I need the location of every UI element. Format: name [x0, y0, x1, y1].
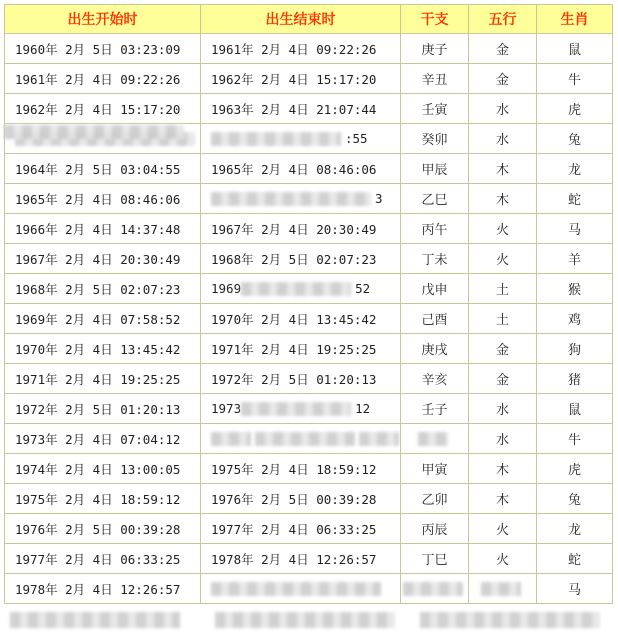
ganzhi-cell	[401, 454, 469, 484]
end-time-cell	[201, 184, 401, 214]
ganzhi-cell	[401, 124, 469, 154]
end-time: 1965年 2月 4日 08:46:06	[211, 161, 377, 177]
table-row	[5, 184, 613, 214]
shengxiao: 牛	[567, 433, 581, 448]
start-time-cell	[5, 214, 201, 244]
ganzhi-cell	[401, 244, 469, 274]
end-time-cell	[201, 304, 401, 334]
ganzhi-cell	[401, 304, 469, 334]
end-time-cell	[201, 214, 401, 244]
start-time-cell	[5, 34, 201, 64]
ganzhi: 壬寅	[421, 103, 448, 118]
start-time-cell	[5, 304, 201, 334]
shengxiao: 马	[567, 223, 581, 238]
shengxiao: 兔	[567, 133, 581, 148]
end-time-tail: 52	[355, 280, 371, 296]
wuxing: 火	[495, 553, 509, 568]
shengxiao: 虎	[567, 103, 581, 118]
end-time-cell	[201, 274, 401, 304]
shengxiao-cell	[537, 214, 613, 244]
start-time: 1967年 2月 4日 20:30:49	[15, 251, 181, 267]
ganzhi-cell	[401, 574, 469, 604]
ganzhi-cell	[401, 34, 469, 64]
table-row	[5, 514, 613, 544]
end-time: 1962年 2月 4日 15:17:20	[211, 71, 377, 87]
table-row	[5, 394, 613, 424]
blur-mask	[241, 282, 351, 296]
end-time-cell	[201, 514, 401, 544]
blur-mask	[211, 192, 371, 206]
wuxing: 火	[495, 223, 509, 238]
wuxing: 土	[495, 283, 509, 298]
start-time: 1977年 2月 4日 06:33:25	[15, 551, 181, 567]
shengxiao: 牛	[567, 73, 581, 88]
shengxiao: 蛇	[567, 553, 581, 568]
table-row	[5, 214, 613, 244]
start-time: 1970年 2月 4日 13:45:42	[15, 341, 181, 357]
shengxiao: 猴	[567, 283, 581, 298]
blur-mask	[420, 612, 600, 628]
ganzhi: 己酉	[421, 313, 448, 328]
ganzhi-cell	[401, 484, 469, 514]
start-time-cell	[5, 364, 201, 394]
end-time: 1976年 2月 5日 00:39:28	[211, 491, 377, 507]
end-time-cell	[201, 64, 401, 94]
shengxiao: 兔	[567, 493, 581, 508]
wuxing: 木	[495, 193, 509, 208]
end-time: 1961年 2月 4日 09:22:26	[211, 41, 377, 57]
ganzhi-cell	[401, 394, 469, 424]
wuxing: 水	[495, 103, 509, 118]
wuxing: 金	[495, 73, 509, 88]
shengxiao: 狗	[567, 343, 581, 358]
shengxiao-cell	[537, 484, 613, 514]
shengxiao: 虎	[567, 463, 581, 478]
start-time: 1964年 2月 5日 03:04:55	[15, 161, 181, 177]
ganzhi-cell	[401, 334, 469, 364]
blur-mask	[241, 402, 351, 416]
ganzhi: 戊申	[421, 283, 448, 298]
blur-mask	[215, 612, 395, 628]
start-time-cell	[5, 64, 201, 94]
shengxiao-cell	[537, 154, 613, 184]
end-time: 1968年 2月 5日 02:07:23	[211, 251, 377, 267]
start-time: 1966年 2月 4日 14:37:48	[15, 221, 181, 237]
start-time-cell	[5, 334, 201, 364]
start-time-cell	[5, 424, 201, 454]
ganzhi: 癸卯	[421, 133, 448, 148]
end-time-cell	[201, 124, 401, 154]
blur-mask	[4, 125, 184, 139]
table-row	[5, 64, 613, 94]
blur-mask	[403, 582, 463, 596]
ganzhi: 甲辰	[421, 163, 448, 178]
blurred-region	[0, 120, 190, 144]
start-time: 1965年 2月 4日 08:46:06	[15, 191, 181, 207]
header-shengxiao: 生肖	[537, 5, 613, 34]
start-time: 1978年 2月 4日 12:26:57	[15, 581, 181, 597]
table-row	[5, 574, 613, 604]
ganzhi-cell	[401, 154, 469, 184]
ganzhi: 丙辰	[421, 523, 448, 538]
table-row	[5, 484, 613, 514]
start-time-cell	[5, 544, 201, 574]
wuxing: 水	[495, 403, 509, 418]
ganzhi: 壬子	[421, 403, 448, 418]
wuxing: 水	[495, 433, 509, 448]
wuxing-cell	[469, 394, 537, 424]
ganzhi-cell	[401, 274, 469, 304]
header-start: 出生开始时	[5, 5, 201, 34]
end-time: 1971年 2月 4日 19:25:25	[211, 341, 377, 357]
end-time-cell	[201, 34, 401, 64]
blur-mask	[255, 432, 355, 446]
blur-mask	[211, 132, 341, 146]
shengxiao-cell	[537, 64, 613, 94]
wuxing-cell	[469, 244, 537, 274]
start-time: 1976年 2月 5日 00:39:28	[15, 521, 181, 537]
end-time-cell	[201, 424, 401, 454]
wuxing-cell	[469, 184, 537, 214]
shengxiao-cell	[537, 514, 613, 544]
start-time: 1961年 2月 4日 09:22:26	[15, 71, 181, 87]
shengxiao-cell	[537, 544, 613, 574]
zodiac-table	[4, 4, 613, 604]
ganzhi: 庚子	[421, 43, 448, 58]
end-time-cell	[201, 154, 401, 184]
ganzhi-cell	[401, 364, 469, 394]
header-end: 出生结束时	[201, 5, 401, 34]
end-time: 1970年 2月 4日 13:45:42	[211, 311, 377, 327]
start-time-cell	[5, 244, 201, 274]
start-time-cell	[5, 454, 201, 484]
table-row	[5, 454, 613, 484]
shengxiao-cell	[537, 304, 613, 334]
shengxiao-cell	[537, 184, 613, 214]
table-row	[5, 544, 613, 574]
start-time: 1975年 2月 4日 18:59:12	[15, 491, 181, 507]
shengxiao-cell	[537, 424, 613, 454]
wuxing-cell	[469, 34, 537, 64]
wuxing-cell	[469, 364, 537, 394]
header-wuxing: 五行	[469, 5, 537, 34]
ganzhi-cell	[401, 424, 469, 454]
ganzhi: 辛亥	[421, 373, 448, 388]
wuxing-cell	[469, 514, 537, 544]
table-row	[5, 154, 613, 184]
table-row	[5, 274, 613, 304]
wuxing: 水	[495, 133, 509, 148]
table-row	[5, 94, 613, 124]
end-time-cell	[201, 94, 401, 124]
table-row	[5, 334, 613, 364]
shengxiao-cell	[537, 244, 613, 274]
ganzhi: 乙巳	[421, 193, 448, 208]
ganzhi-cell	[401, 64, 469, 94]
wuxing: 金	[495, 43, 509, 58]
blur-mask	[211, 432, 251, 446]
shengxiao-cell	[537, 574, 613, 604]
wuxing-cell	[469, 484, 537, 514]
wuxing-cell	[469, 214, 537, 244]
table-row	[5, 364, 613, 394]
blur-mask	[418, 432, 448, 446]
wuxing-cell	[469, 274, 537, 304]
wuxing-cell	[469, 424, 537, 454]
start-time: 1974年 2月 4日 13:00:05	[15, 461, 181, 477]
shengxiao: 龙	[567, 163, 581, 178]
shengxiao-cell	[537, 334, 613, 364]
start-time-cell	[5, 184, 201, 214]
start-time: 1972年 2月 5日 01:20:13	[15, 401, 181, 417]
start-time-cell	[5, 514, 201, 544]
wuxing-cell	[469, 64, 537, 94]
start-time: 1973年 2月 4日 07:04:12	[15, 431, 181, 447]
header-ganzhi: 干支	[401, 5, 469, 34]
zodiac-table-container	[4, 4, 612, 604]
start-time: 1962年 2月 4日 15:17:20	[15, 101, 181, 117]
shengxiao-cell	[537, 94, 613, 124]
shengxiao-cell	[537, 124, 613, 154]
blur-mask	[359, 432, 399, 446]
wuxing: 木	[495, 163, 509, 178]
shengxiao-cell	[537, 364, 613, 394]
wuxing-cell	[469, 544, 537, 574]
shengxiao: 马	[567, 583, 581, 598]
ganzhi: 辛丑	[421, 73, 448, 88]
shengxiao-cell	[537, 454, 613, 484]
ganzhi: 丁未	[421, 253, 448, 268]
wuxing: 火	[495, 253, 509, 268]
start-time-cell	[5, 574, 201, 604]
end-time: 1977年 2月 4日 06:33:25	[211, 521, 377, 537]
start-time-cell	[5, 394, 201, 424]
end-time-cell	[201, 574, 401, 604]
shengxiao: 鸡	[567, 313, 581, 328]
wuxing: 木	[495, 493, 509, 508]
wuxing-cell	[469, 124, 537, 154]
start-time: 1960年 2月 5日 03:23:09	[15, 41, 181, 57]
shengxiao: 龙	[567, 523, 581, 538]
wuxing: 火	[495, 523, 509, 538]
ganzhi-cell	[401, 514, 469, 544]
blurred-bottom-row	[0, 606, 618, 638]
ganzhi: 乙卯	[421, 493, 448, 508]
wuxing: 金	[495, 343, 509, 358]
ganzhi: 庚戌	[421, 343, 448, 358]
end-time: 1972年 2月 5日 01:20:13	[211, 371, 377, 387]
wuxing: 土	[495, 313, 509, 328]
table-row	[5, 244, 613, 274]
shengxiao-cell	[537, 274, 613, 304]
ganzhi-cell	[401, 94, 469, 124]
shengxiao: 猪	[567, 373, 581, 388]
ganzhi-cell	[401, 214, 469, 244]
wuxing-cell	[469, 574, 537, 604]
end-time: 1973	[211, 400, 242, 416]
shengxiao: 鼠	[567, 403, 581, 418]
end-time-cell	[201, 364, 401, 394]
blur-mask	[481, 582, 521, 596]
ganzhi-cell	[401, 184, 469, 214]
header-row	[5, 5, 613, 34]
table-row	[5, 304, 613, 334]
shengxiao-cell	[537, 34, 613, 64]
wuxing: 木	[495, 463, 509, 478]
end-time-cell	[201, 544, 401, 574]
wuxing: 金	[495, 373, 509, 388]
end-time: 1969	[211, 280, 242, 296]
end-time: 3	[375, 190, 383, 206]
end-time-cell	[201, 454, 401, 484]
end-time-cell	[201, 394, 401, 424]
end-time: 1975年 2月 4日 18:59:12	[211, 461, 377, 477]
shengxiao-cell	[537, 394, 613, 424]
wuxing-cell	[469, 154, 537, 184]
start-time-cell	[5, 274, 201, 304]
start-time: 1968年 2月 5日 02:07:23	[15, 281, 181, 297]
wuxing-cell	[469, 334, 537, 364]
end-time: 1967年 2月 4日 20:30:49	[211, 221, 377, 237]
wuxing-cell	[469, 304, 537, 334]
end-time-tail: 12	[355, 400, 371, 416]
end-time: :55	[345, 130, 368, 146]
ganzhi-cell	[401, 544, 469, 574]
end-time: 1963年 2月 4日 21:07:44	[211, 101, 377, 117]
shengxiao: 羊	[567, 253, 581, 268]
end-time: 1978年 2月 4日 12:26:57	[211, 551, 377, 567]
end-time-cell	[201, 484, 401, 514]
end-time-cell	[201, 334, 401, 364]
start-time: 1971年 2月 4日 19:25:25	[15, 371, 181, 387]
ganzhi: 甲寅	[421, 463, 448, 478]
start-time-cell	[5, 154, 201, 184]
blur-mask	[211, 582, 381, 596]
ganzhi: 丁巳	[421, 553, 448, 568]
blur-mask	[10, 612, 180, 628]
table-row	[5, 34, 613, 64]
shengxiao: 鼠	[567, 43, 581, 58]
start-time: 1969年 2月 4日 07:58:52	[15, 311, 181, 327]
wuxing-cell	[469, 94, 537, 124]
ganzhi: 丙午	[421, 223, 448, 238]
wuxing-cell	[469, 454, 537, 484]
end-time-cell	[201, 244, 401, 274]
start-time-cell	[5, 484, 201, 514]
table-row	[5, 424, 613, 454]
shengxiao: 蛇	[567, 193, 581, 208]
start-time-cell	[5, 94, 201, 124]
